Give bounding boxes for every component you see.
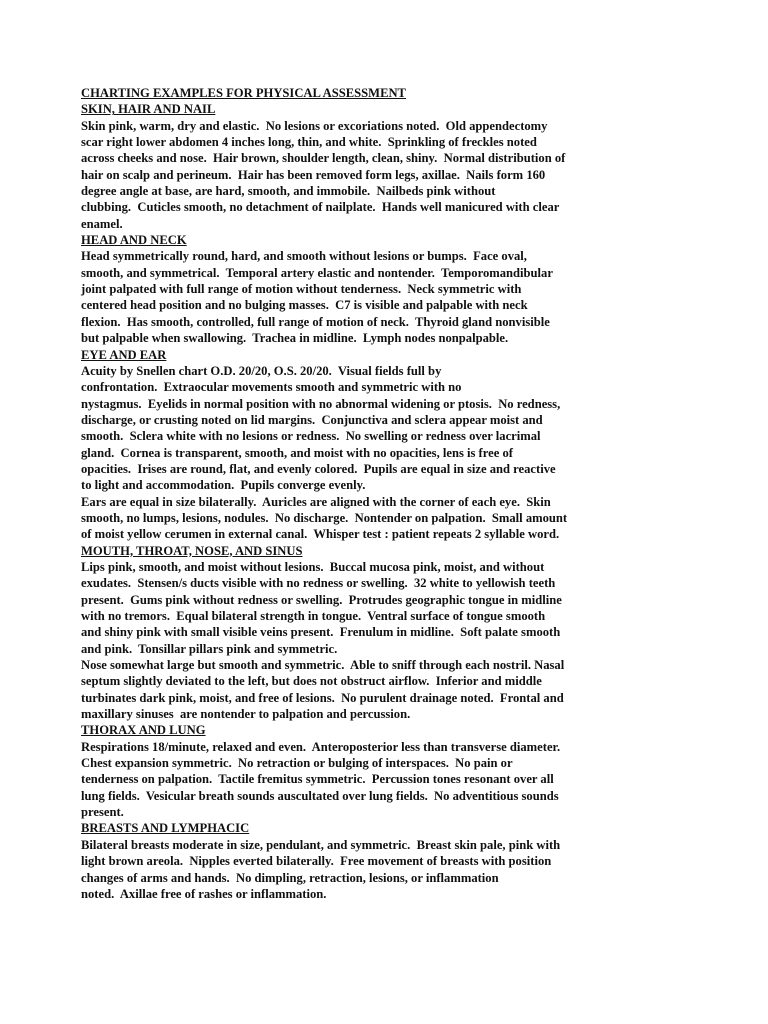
body-text-line: Bilateral breasts moderate in size, pendulant, and symmetric. Breast skin pale, pink with (81, 837, 561, 852)
section (81, 101, 641, 232)
body-text-line: Lips pink, smooth, and moist without lesions. Buccal mucosa pink, moist, and without (81, 559, 545, 574)
body-text-line: opacities. Irises are round, flat, and evenly colored. Pupils are equal in size and reactive (81, 461, 556, 476)
section (81, 347, 641, 543)
body-text-line: present. (81, 805, 124, 820)
body-text-line: Head symmetrically round, hard, and smooth without lesions or bumps. Face oval, (81, 249, 527, 264)
body-text-line: scar right lower abdomen 4 inches long, thin, and white. Sprinkling of freckles noted (81, 135, 537, 150)
section-heading: SKIN, HAIR AND NAIL (81, 102, 216, 117)
body-text-line: Nose somewhat large but smooth and symmetric. Able to sniff through each nostril. Nasal (81, 658, 565, 673)
body-text-line: hair on scalp and perineum. Hair has been removed form legs, axillae. Nails form 160 (81, 167, 546, 182)
body-text-line: Acuity by Snellen chart O.D. 20/20, O.S. 20/20. Visual fields full by (81, 363, 442, 378)
body-text-line: of moist yellow cerumen in external canal. Whisper test : patient repeats 2 syllable word. (81, 527, 560, 542)
section-heading: THORAX AND LUNG (81, 723, 206, 738)
body-text-line: but palpable when swallowing. Trachea in midline. Lymph nodes nonpalpable. (81, 331, 509, 346)
section (81, 543, 641, 723)
body-text-line: tenderness on palpation. Tactile fremitus symmetric. Percussion tones resonant over all (81, 772, 554, 787)
document-sections (81, 101, 641, 902)
body-text-line: lung fields. Vesicular breath sounds auscultated over lung fields. No adventitious sounds (81, 788, 559, 803)
body-text-line: and shiny pink with small visible veins present. Frenulum in midline. Soft palate smooth (81, 625, 561, 640)
body-text-line: exudates. Stensen/s ducts visible with no redness or swelling. 32 white to yellowish teeth (81, 576, 556, 591)
body-text-line: Chest expansion symmetric. No retraction or bulging of interspaces. No pain or (81, 756, 513, 771)
body-text-line: septum slightly deviated to the left, but does not obstruct airflow. Inferior and middle (81, 674, 542, 689)
body-text-line: flexion. Has smooth, controlled, full range of motion of neck. Thyroid gland nonvisible (81, 314, 550, 329)
body-text-line: degree angle at base, are hard, smooth, and immobile. Nailbeds pink without (81, 184, 496, 199)
section-heading: HEAD AND NECK (81, 233, 187, 248)
section-heading: EYE AND EAR (81, 347, 167, 362)
body-text-line: gland. Cornea is transparent, smooth, and moist with no opacities, lens is free of (81, 445, 513, 460)
body-text-line: maxillary sinuses are nontender to palpation and percussion. (81, 707, 411, 722)
body-text-line: Ears are equal in size bilaterally. Auricles are aligned with the corner of each eye. Skin (81, 494, 551, 509)
body-text-line: turbinates dark pink, moist, and free of lesions. No purulent drainage noted. Frontal and (81, 690, 564, 705)
section-heading: BREASTS AND LYMPHACIC (81, 821, 250, 836)
body-text-line: joint palpated with full range of motion without tenderness. Neck symmetric with (81, 282, 522, 297)
body-text-line: discharge, or crusting noted on lid margins. Conjunctiva and sclera appear moist and (81, 412, 543, 427)
body-text-line: enamel. (81, 216, 123, 231)
body-text-line: Respirations 18/minute, relaxed and even. Anteroposterior less than transverse diameter. (81, 739, 561, 754)
body-text-line: nystagmus. Eyelids in normal position with no abnormal widening or ptosis. No redness, (81, 396, 561, 411)
body-text-line: to light and accommodation. Pupils converge evenly. (81, 478, 366, 493)
body-text-line: confrontation. Extraocular movements smooth and symmetric with no (81, 380, 462, 395)
section-heading: MOUTH, THROAT, NOSE, AND SINUS (81, 543, 303, 558)
body-text-line: noted. Axillae free of rashes or inflammation. (81, 886, 327, 901)
section (81, 820, 641, 902)
body-text-line: Skin pink, warm, dry and elastic. No lesions or excoriations noted. Old appendectomy (81, 118, 548, 133)
body-text-line: smooth, and symmetrical. Temporal artery elastic and nontender. Temporomandibular (81, 265, 553, 280)
body-text-line: smooth. Sclera white with no lesions or redness. No swelling or redness over lacrimal (81, 429, 541, 444)
body-text-line: changes of arms and hands. No dimpling, retraction, lesions, or inflammation (81, 870, 499, 885)
body-text-line: across cheeks and nose. Hair brown, shoulder length, clean, shiny. Normal distribution of (81, 151, 566, 166)
body-text-line: centered head position and no bulging masses. C7 is visible and palpable with neck (81, 298, 528, 313)
body-text-line: present. Gums pink without redness or swelling. Protrudes geographic tongue in midline (81, 592, 562, 607)
body-text-line: and pink. Tonsillar pillars pink and symmetric. (81, 641, 338, 656)
body-text-line: smooth, no lumps, lesions, nodules. No discharge. Nontender on palpation. Small amount (81, 510, 568, 525)
section (81, 232, 641, 346)
document-page (81, 85, 641, 902)
body-text-line: with no tremors. Equal bilateral strength in tongue. Ventral surface of tongue smooth (81, 609, 546, 623)
body-text-line: light brown areola. Nipples everted bilaterally. Free movement of breasts with position (81, 854, 552, 869)
document-title: CHARTING EXAMPLES FOR PHYSICAL ASSESSMENT (81, 86, 406, 100)
section (81, 722, 641, 820)
body-text-line: clubbing. Cuticles smooth, no detachment of nailplate. Hands well manicured with clear (81, 200, 560, 215)
